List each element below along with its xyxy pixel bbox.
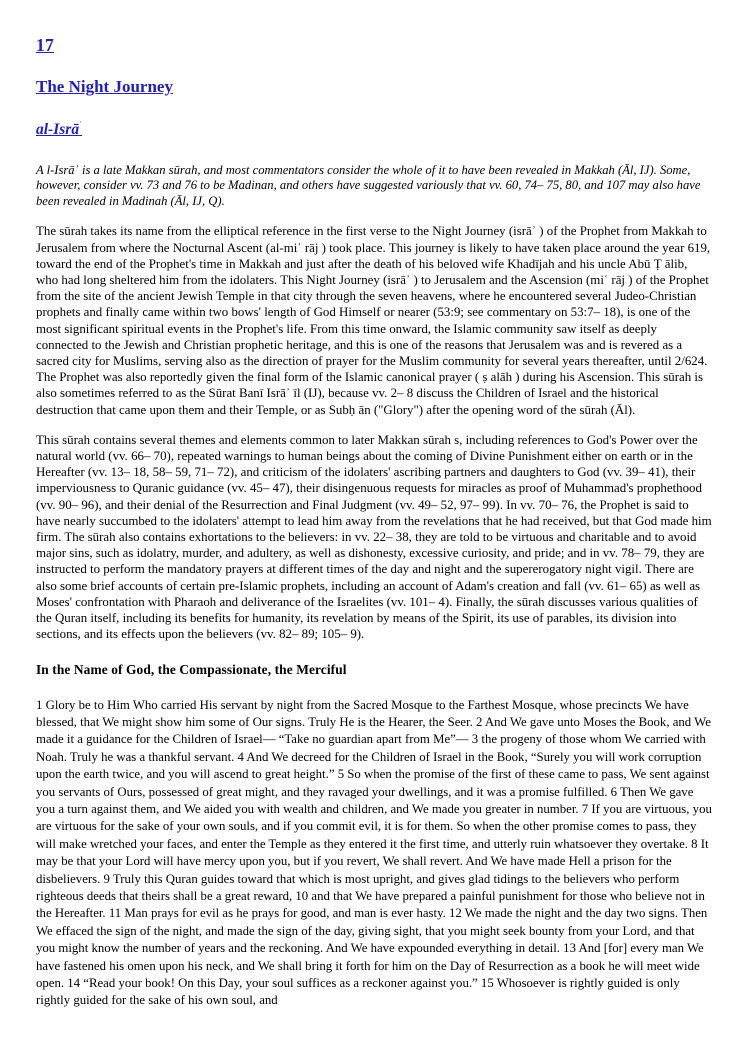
verse-text-block: 1 Glory be to Him Who carried His servant by night from the Sacred Mosque to the Farthest Mosque, whose precincts We have blessed, that We might show him some of Our signs. Truly He is the Hearer, the Seer. 2 And We gave unto Moses the Book, and We made it a guidance for the Children of Israel— “Take no guardian apart from Me”— 3 the progeny of those whom We carried with Noah. Truly he was a thankful servant. 4 And We decreed for the Children of Israel in the Book, “Surely you will work corruption upon the earth twice, and you will ascend to great height.” 5 So when the promise of the first of these came to pass, We sent against you servants of Ours, possessed of great might, and they ravaged your dwellings, and it was a promise fulfilled. 6 Then We gave you a turn against them, and We aided you with wealth and children, and We made you greater in number. 7 If you are virtuous, you are virtuous for the sake of your own souls, and if you commit evil, it is for them. So when the other promise comes to pass, they will make wretched your faces, and enter the Temple as they entered it the first time, and utterly ruin whatsoever they overtake. 8 It may be that your Lord will have mercy upon you, but if you revert, We shall revert. And We have made Hell a prison for the disbelievers. 9 Truly this Quran guides toward that which is most upright, and gives glad tidings to the believers who perform righteous deeds that theirs shall be a great reward, 10 and that We have prepared a painful punishment for those who believe not in the Hereafter. 11 Man prays for evil as he prays for good, and man is ever hasty. 12 We made the night and the day two signs. Then We effaced the sign of the night, and made the sign of the day, giving sight, that you might seek bounty from your Lord, and that you might know the number of years and the reckoning. And We have expounded everything in detail. 13 And [for] every man We have fastened his omen upon his neck, and We shall bring it forth for him on the Day of Resurrection as a book he will meet wide open. 14 “Read your book! On this Day, your soul suffices as a reckoner against you.” 15 Whosoever is rightly guided is only rightly guided for the sake of his own soul, and bbox=[36, 697, 712, 1008]
chapter-subtitle bbox=[36, 120, 712, 139]
intro-paragraph-1: The sūrah takes its name from the elliptical reference in the first verse to the Night Journey (isrāʾ ) of the Prophet from Makkah to Jerusalem from where the Nocturnal Ascent (al-miʿ rāj ) took place. This journey is likely to have taken place around the year 619, toward the end of the Prophet's time in Makkah and just after the death of his beloved wife Khadījah and his uncle Abū Ṭ ālib, who had long sheltered him from the idolaters. This Night Journey (isrāʾ ) to Jerusalem and the Ascension (miʿ rāj ) of the Prophet from the site of the ancient Jewish Temple in that city through the seven heavens, where he encountered several Judeo-Christian prophets and finally came within two bows' length of God Himself or nearer (53:9; see commentary on 53:7– 18), is one of the most significant spiritual events in the Prophet's life. From this time onward, the Islamic community saw itself as deeply connected to the Jewish and Christian prophetic heritage, and this is one of the reasons that Jerusalem was and is revered as a sacred city for Muslims, serving also as the direction of prayer for the Muslim community for several years thereafter, until 2/624. The Prophet was also reportedly given the final form of the Islamic canonical prayer ( ṣ alāh ) during his Ascension. This sūrah is also sometimes referred to as the Sūrat Banī Isrāʾ īl (IJ), because vv. 2– 8 discuss the Children of Israel and the historical destruction that came upon them and their Temple, or as Subḥ ān ("Glory") after the opening word of the sūrah (Āl). bbox=[36, 224, 711, 417]
hamza-glyph: ʾ bbox=[79, 119, 83, 130]
chapter-number: 17 bbox=[36, 35, 54, 55]
chapter-subtitle-transliteration: al-Isrā bbox=[36, 120, 80, 138]
chapter-title: The Night Journey bbox=[36, 77, 173, 97]
intro-paragraph-2: This sūrah contains several themes and elements common to later Makkan sūrah s, including references to God's Power over the natural world (vv. 66– 70), repeated warnings to human beings about the coming of Divine Punishment either on earth or in the Hereafter (vv. 13– 18, 58– 59, 71– 72), and criticism of the idolaters' ascribing partners and daughters to God (vv. 39– 41), their imperviousness to Quranic guidance (vv. 45– 47), their disingenuous requests for miracles as proof of Muhammad's prophethood (vv. 90– 96), and their denial of the Resurrection and Final Judgment (vv. 49– 52, 97– 99). In vv. 70– 76, the Prophet is said to have nearly succumbed to the idolaters' attempt to lead him away from the revelations that he had received, but that God made him firm. The sūrah also contains exhortations to the believers: in vv. 22– 38, they are told to be virtuous and charitable and to avoid major sins, such as idolatry, murder, and adultery, as well as dishonesty, excessive curiosity, and pride; and in vv. 78– 79, they are instructed to perform the mandatory prayers at different times of the day and night and the supererogatory night vigil. There are also some brief accounts of certain pre-Islamic prophets, including an account of Adam's creation and fall (vv. 61– 65) as well as Moses' confrontation with Pharaoh and deliverance of the Israelites (vv. 101– 4). Finally, the sūrah discusses various qualities of the Quran itself, including its benefits for humanity, its revelation by means of the Spirit, its use of parables, its division into sections, and its effects upon the believers (vv. 82– 89; 105– 9). bbox=[36, 432, 712, 642]
basmala-heading: In the Name of God, the Compassionate, the Merciful bbox=[36, 662, 347, 678]
intro-revelation-note: A l-Isrāʾ is a late Makkan sūrah, and most commentators consider the whole of it to have been revealed in Makkah (Āl, IJ). Some, however, consider vv. 73 and 76 to be Madinan, and others have suggested variously that vv. 60, 74– 75, 80, and 107 may also have been revealed in Madinah (Āl, IJ, Q). bbox=[36, 162, 701, 208]
